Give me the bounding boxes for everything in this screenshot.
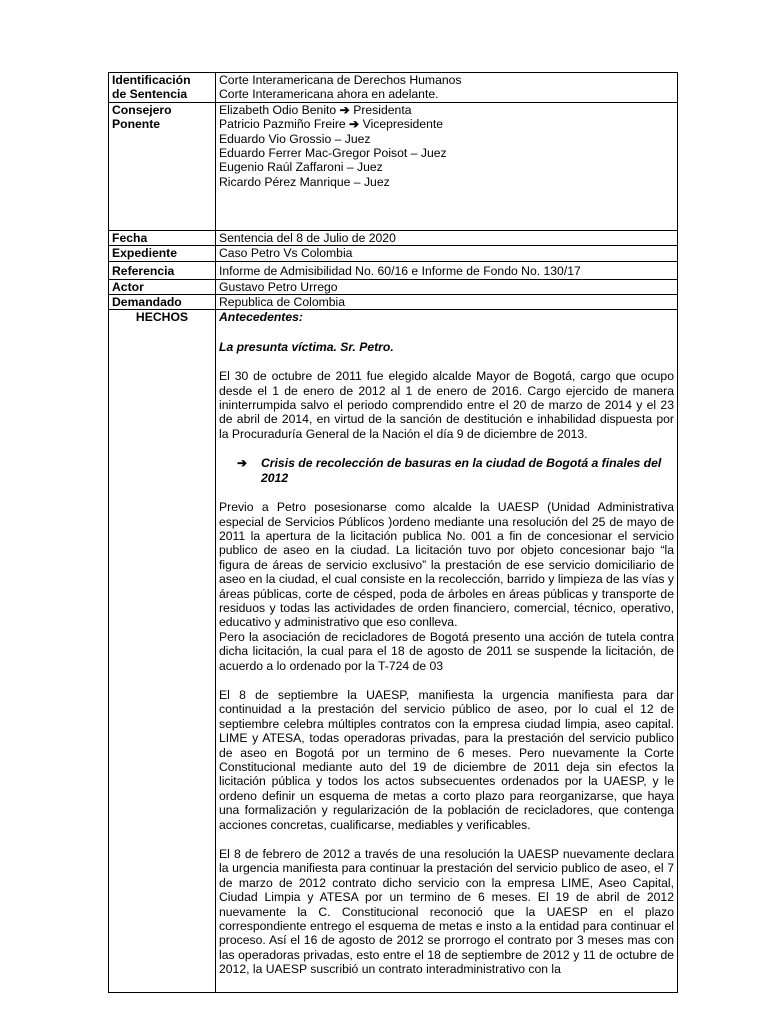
label-line: de Sentencia	[112, 87, 188, 102]
member-line: Eduardo Vio Grossio – Juez	[219, 131, 371, 146]
value-line: Corte Interamericana ahora en adelante.	[219, 87, 439, 102]
right-arrow-icon: ➔	[339, 102, 350, 117]
label-actor: Actor	[109, 279, 216, 294]
value-consejero	[216, 102, 678, 230]
value-identificacion	[216, 73, 678, 103]
paragraph: Pero la asociación de recicladores de Bogotá presento una acción de tutela contra dicha licitación, la cual para el 18 de agosto de 2011 se suspende la licitación, de acuerdo a lo ordenado por la T-724 de 03	[219, 629, 674, 673]
label-fecha: Fecha	[109, 230, 216, 245]
value-line: Corte Interamericana de Derechos Humanos	[219, 73, 462, 87]
value-fecha: Sentencia del 8 de Julio de 2020	[216, 230, 678, 245]
crisis-heading	[237, 456, 674, 485]
right-arrow-icon: ➔	[349, 117, 360, 132]
right-arrow-icon: ➔	[237, 456, 248, 471]
label-demandado: Demandado	[109, 295, 216, 310]
member-line: Eugenio Raúl Zaffaroni – Juez	[219, 160, 383, 175]
label-consejero	[109, 102, 216, 230]
label-line: Ponente	[112, 117, 161, 132]
row-identificacion	[109, 73, 678, 103]
label-identificacion	[109, 73, 216, 103]
row-hechos	[109, 310, 678, 992]
label-referencia: Referencia	[109, 261, 216, 279]
row-referencia	[109, 261, 678, 279]
section-heading-antecedentes: Antecedentes:	[219, 310, 303, 325]
row-actor	[109, 279, 678, 294]
label-hechos: HECHOS	[109, 310, 216, 992]
paragraph: Previo a Petro posesionarse como alcalde la UAESP (Unidad Administrativa especial de Servicios Públicos )ordeno mediante una resolución del 25 de mayo de 2011 la apertura de la licitación publica No. 001 a fin de concesionar el servicio publico de aseo en la ciudad. La licitación tuvo por objeto concesionar bajo “la figura de áreas de servicio exclusivo” la prestación de ese servicio domiciliario de aseo en la ciudad, el cual consiste en la recolección, barrido y limpieza de las vías y áreas públicas, corte de césped, poda de árboles en áreas públicas y transporte de residuos y todas las actividades de orden financiero, comercial, técnico, operativo, educativo y administrativo que eso conlleva.	[219, 500, 674, 630]
label-line: Consejero	[112, 102, 172, 117]
member-line: Ricardo Pérez Manrique – Juez	[219, 174, 390, 189]
section-heading-victima: La presunta víctima. Sr. Petro.	[219, 339, 394, 354]
member-line	[219, 103, 674, 117]
hechos-body	[216, 310, 678, 992]
member-line: Eduardo Ferrer Mac-Gregor Poisot – Juez	[219, 146, 447, 161]
paragraph: El 30 de octubre de 2011 fue elegido alcalde Mayor de Bogotá, cargo que ocupo desde el 1 de enero de 2012 al 1 de enero de 2016. Cargo ejercido de manera ininterrumpida salvo el periodo comprendido entre el 20 de marzo de 2014 y el 23 de abril de 2014, en virtud de la sanción de destitución e inhabilidad dispuesta por la Procuraduría General de la Nación el día 9 de diciembre de 2013.	[219, 369, 674, 441]
member-name: Elizabeth Odio Benito	[219, 102, 337, 117]
crisis-heading-text: Crisis de recolección de basuras en la ciudad de Bogotá a finales del 2012	[261, 456, 662, 485]
member-line	[219, 117, 674, 131]
row-expediente	[109, 246, 678, 261]
case-summary-table	[108, 72, 678, 993]
row-consejero	[109, 102, 678, 230]
value-actor: Gustavo Petro Urrego	[216, 279, 678, 294]
member-role: Vicepresidente	[362, 117, 444, 132]
member-name: Patricio Pazmiño Freire	[219, 117, 346, 132]
row-fecha	[109, 230, 678, 245]
paragraph: El 8 de septiembre la UAESP, manifiesta la urgencia manifiesta para dar continuidad a la prestación del servicio público de aseo, por lo cual el 12 de septiembre celebra múltiples contratos con la empresa ciudad limpia, aseo capital. LIME y ATESA, todas operadoras privadas, para la prestación del servicio publico de aseo en Bogotá por un termino de 6 meses. Pero nuevamente la Corte Constitucional mediante auto del 19 de diciembre de 2011 deja sin efectos la licitación pública y todos los actos subsecuentes ordenados por la UAESP, y le ordeno definir un esquema de metas a corto plazo para reorganizarse, que haya una formalización y regularización de la población de recicladores, que contenga acciones concretas, cualificarse, mediables y verificables.	[219, 687, 674, 832]
value-demandado: Republica de Colombia	[216, 295, 678, 310]
member-role: Presidenta	[353, 102, 412, 117]
paragraph: El 8 de febrero de 2012 a través de una resolución la UAESP nuevamente declara la urgencia manifiesta para continuar la prestación del servicio publico de aseo, el 7 de marzo de 2012 contrato dicho servicio con la empresa LIME, Aseo Capital, Ciudad Limpia y ATESA por un termino de 6 meses. El 19 de abril de 2012 nuevamente la C. Constitucional reconoció que la UAESP en el plazo correspondiente entrego el esquema de metas e insto a la entidad para continuar el proceso. Así el 16 de agosto de 2012 se prorrogo el contrato por 3 meses mas con las operadoras privadas, esto entre el 18 de septiembre de 2012 y 11 de octubre de 2012, la UAESP suscribió un contrato interadministrativo con la	[219, 847, 674, 977]
label-expediente: Expediente	[109, 246, 216, 261]
value-referencia: Informe de Admisibilidad No. 60/16 e Informe de Fondo No. 130/17	[216, 261, 678, 279]
row-demandado	[109, 295, 678, 310]
label-line: Identificación	[112, 73, 191, 87]
value-expediente: Caso Petro Vs Colombia	[216, 246, 678, 261]
